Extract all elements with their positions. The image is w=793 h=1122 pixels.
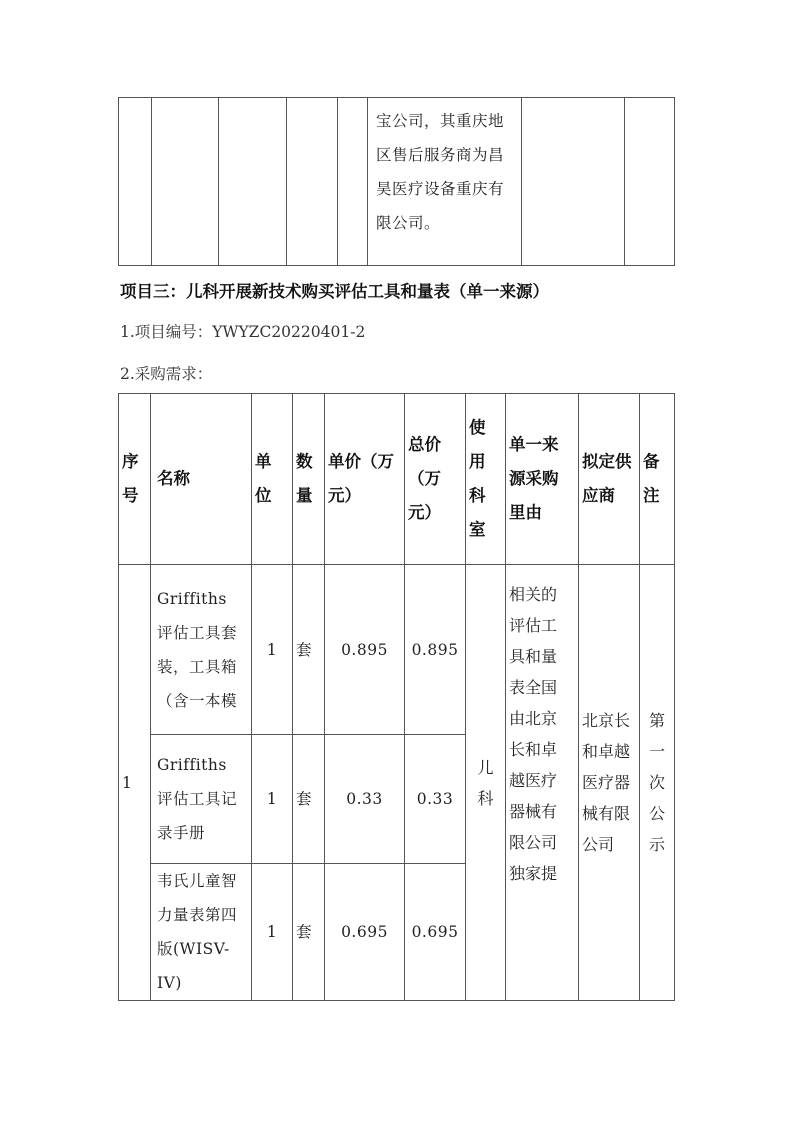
table-row (119, 565, 675, 735)
unit-price-cell: 0.695 (325, 864, 405, 1001)
requirement-label: 2.采购需求： (120, 365, 213, 383)
table-header-row (119, 394, 675, 565)
seq-cell: 1 (119, 565, 151, 1001)
empty-cell (625, 98, 675, 266)
total-price-cell: 0.33 (405, 735, 466, 864)
qty-cell: 套 (293, 864, 325, 1001)
header-dept: 使 用 科 室 (466, 394, 506, 565)
header-unit: 单 位 (252, 394, 293, 565)
qty-cell: 套 (293, 565, 325, 735)
header-unit-price: 单价（万 元） (325, 394, 405, 565)
item-name-cell: 韦氏儿童智 力量表第四 版(WISV-IV) (151, 864, 252, 1001)
header-total-price: 总价 （万 元） (405, 394, 466, 565)
remark-cell: 第 一 次 公 示 (640, 565, 675, 1001)
empty-cell (338, 98, 368, 266)
unit-price-cell: 0.895 (325, 565, 405, 735)
supplier-cell: 北京长 和卓越 医疗器 械有限 公司 (579, 565, 640, 1001)
unit-cell: 1 (252, 735, 293, 864)
header-name: 名称 (151, 394, 252, 565)
empty-cell (152, 98, 219, 266)
supplier-note-cell: 宝公司，其重庆地 区售后服务商为昌 昊医疗设备重庆有 限公司。 (368, 98, 522, 266)
empty-cell (119, 98, 152, 266)
unit-cell: 1 (252, 864, 293, 1001)
header-reason: 单一来 源采购 里由 (506, 394, 579, 565)
total-price-cell: 0.895 (405, 565, 466, 735)
reason-cell: 相关的 评估工 具和量 表全国 由北京 长和卓 越医疗 器械有 限公司 独家提 (506, 565, 579, 1001)
procurement-table (118, 393, 675, 1001)
header-seq: 序 号 (119, 394, 151, 565)
item-name-cell: Griffiths 评估工具套 装，工具箱 （含一本模 (151, 565, 252, 735)
total-price-cell: 0.695 (405, 864, 466, 1001)
qty-cell: 套 (293, 735, 325, 864)
section-heading: 项目三：儿科开展新技术购买评估工具和量表（单一来源） (120, 282, 549, 301)
unit-price-cell: 0.33 (325, 735, 405, 864)
header-remark: 备 注 (640, 394, 675, 565)
empty-cell (219, 98, 287, 266)
empty-cell (522, 98, 625, 266)
project-number: 1.项目编号：YWYZC20220401-2 (120, 323, 366, 341)
header-supplier: 拟定供 应商 (579, 394, 640, 565)
empty-cell (287, 98, 338, 266)
continuation-table (118, 97, 675, 266)
item-name-cell: Griffiths 评估工具记 录手册 (151, 735, 252, 864)
header-qty: 数 量 (293, 394, 325, 565)
unit-cell: 1 (252, 565, 293, 735)
dept-cell: 儿 科 (466, 565, 506, 1001)
